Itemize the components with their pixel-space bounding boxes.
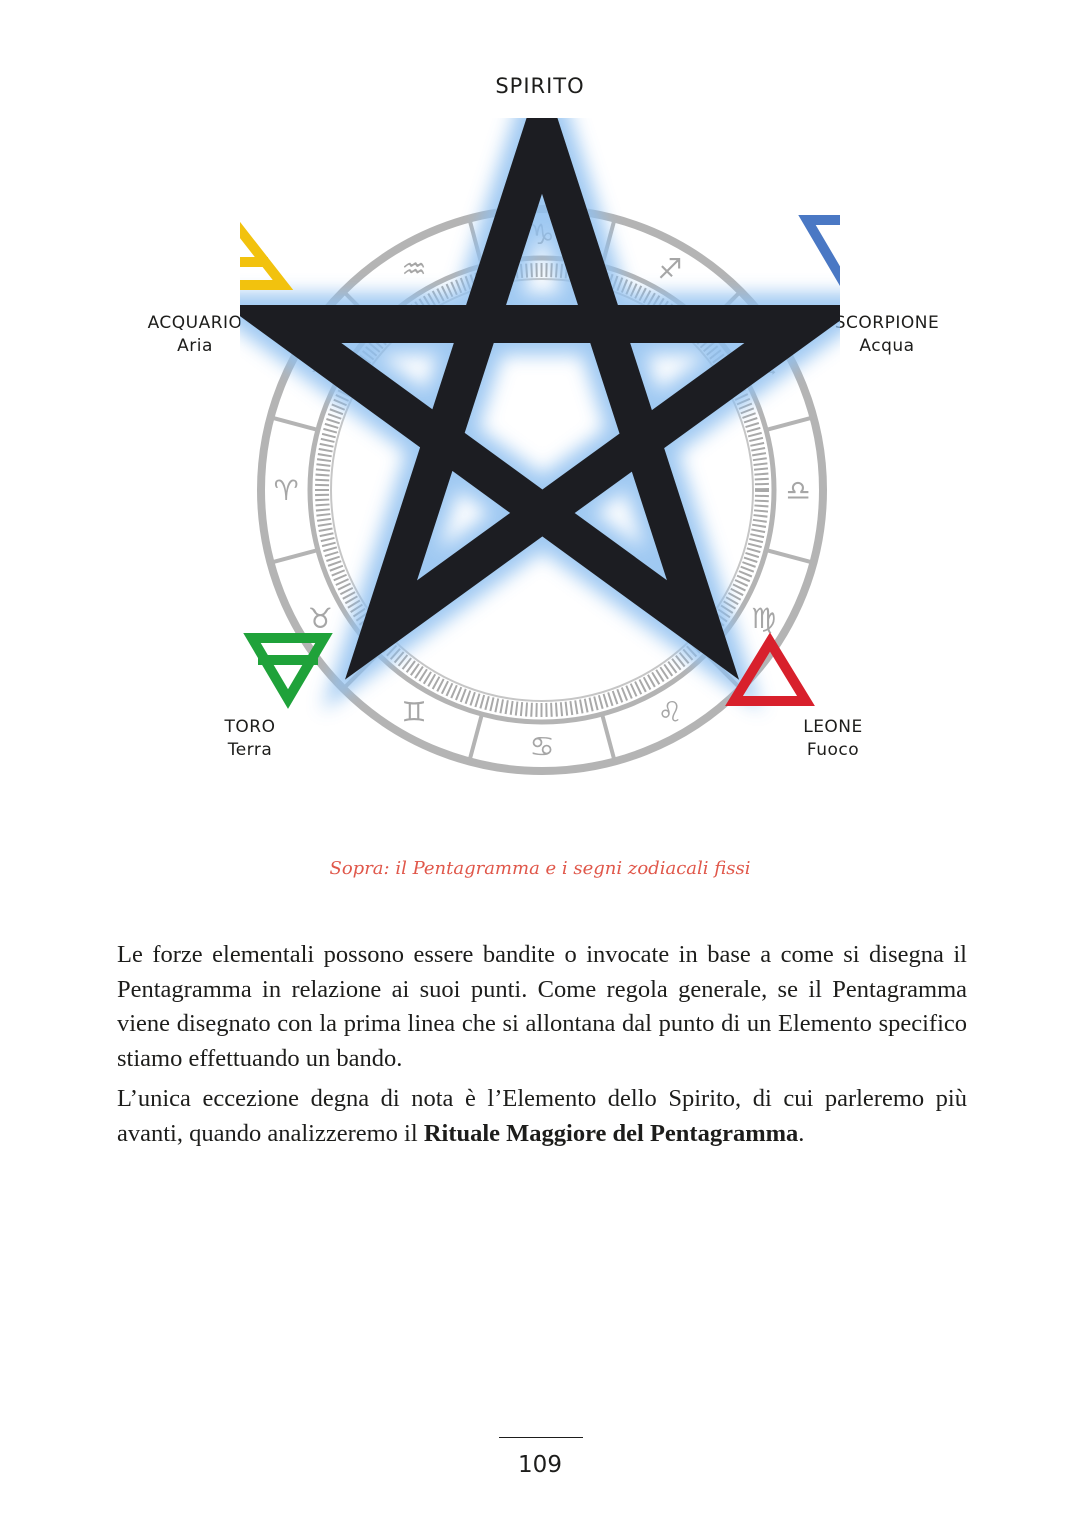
zodiac-glyph: ♋ — [529, 730, 555, 763]
wheel-divider — [273, 551, 316, 563]
zodiac-glyph: ♉ — [307, 602, 333, 635]
zodiac-glyph: ♌ — [657, 695, 683, 729]
zodiac-glyph: ♈ — [273, 474, 299, 507]
fuoco-element: Fuoco — [806, 740, 860, 760]
pentagram — [283, 132, 803, 630]
body-text — [117, 938, 967, 1157]
zodiac-glyph: ♑ — [529, 218, 555, 251]
zodiac-glyph: ♓ — [307, 346, 333, 379]
pentagram-zodiac-diagram — [240, 118, 840, 798]
page-number: 109 — [518, 1452, 562, 1478]
air-symbol — [240, 230, 283, 285]
zodiac-glyph: ♐ — [657, 252, 683, 286]
zodiac-glyph: ♍ — [751, 602, 777, 635]
scorpione-sign: SCORPIONE — [834, 313, 940, 333]
ritual-name: Rituale Maggiore del Pentagramma — [423, 1119, 799, 1147]
page-number-rule — [499, 1437, 583, 1438]
figure-caption: Sopra: il Pentagramma e i segni zodiacali fissi — [329, 858, 751, 879]
paragraph-2-text: L’unica eccezione degna di nota è l’Elemento dello Spirito, di cui parleremo più avanti, quando analizzeremo il — [117, 1085, 967, 1147]
zodiac-glyph: ♎ — [785, 474, 811, 507]
wheel-divider — [768, 418, 811, 430]
earth-symbol — [252, 638, 324, 699]
acqua-element: Acqua — [859, 336, 915, 356]
wheel-divider — [768, 551, 811, 563]
acquario-sign: ACQUARIO — [147, 313, 243, 333]
water-symbol — [807, 220, 840, 283]
leone-sign: LEONE — [803, 717, 863, 737]
paragraph-1: Le forze elementali possono essere bandite o invocate in base a come si disegna il Pentagramma in relazione ai suoi punti. Come regola generale, se il Pentagramma viene disegnato con la prima linea che si allontana dal punto di un Elemento specifico stiamo effettuando un bando. — [117, 941, 967, 1072]
toro-sign: TORO — [224, 717, 276, 737]
aria-element: Aria — [177, 336, 213, 356]
paragraph-2-end: . — [798, 1119, 805, 1147]
paragraph-2 — [117, 1082, 967, 1151]
spirito-label: SPIRITO — [495, 74, 585, 98]
zodiac-glyph: ♏ — [751, 346, 777, 379]
wheel-divider — [273, 418, 316, 430]
zodiac-glyph: ♊ — [401, 695, 427, 729]
zodiac-glyph: ♒ — [401, 252, 427, 286]
terra-element: Terra — [227, 740, 273, 760]
wheel-divider — [603, 716, 615, 759]
wheel-divider — [470, 716, 482, 759]
